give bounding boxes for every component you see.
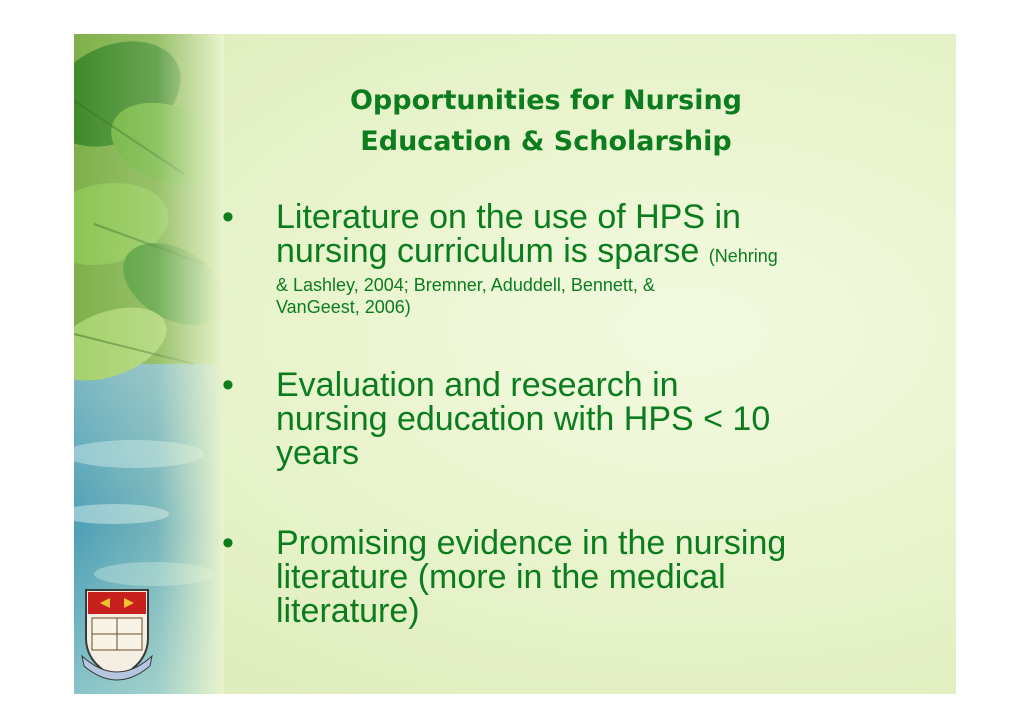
bullet-marker-3: • [222, 524, 234, 562]
bullet-3-line-3: literature) [276, 592, 420, 630]
bullet-marker-1: • [222, 198, 234, 236]
bullet-3-line-2: literature (more in the medical [276, 558, 726, 596]
bullet-3-line-1: Promising evidence in the nursing [276, 524, 787, 562]
bullet-1-line-2: nursing curriculum is sparse [276, 232, 700, 270]
bullet-marker-2: • [222, 366, 234, 404]
university-crest-logo [80, 586, 154, 682]
bullet-text-1 [276, 200, 876, 268]
bullet-2-line-2: nursing education with HPS < 10 [276, 400, 771, 438]
bullet-1-citation [276, 274, 876, 318]
bullet-text-3 [276, 526, 876, 628]
bullet-1-citation-inline: (Nehring [708, 246, 778, 266]
slide-title [286, 80, 806, 162]
slide [74, 34, 956, 694]
bullet-text-2 [276, 368, 876, 470]
bullet-2-line-3: years [276, 434, 360, 472]
title-line-1: Opportunities for Nursing [349, 85, 743, 116]
bullet-2-line-1: Evaluation and research in [276, 366, 679, 404]
bullet-1-citation-line-1: & Lashley, 2004; Bremner, Aduddell, Bennett, & [276, 275, 655, 295]
title-line-2: Education & Scholarship [360, 126, 732, 157]
bullet-1-citation-line-2: VanGeest, 2006) [276, 297, 411, 317]
bullet-1-line-1: Literature on the use of HPS in [276, 198, 741, 236]
